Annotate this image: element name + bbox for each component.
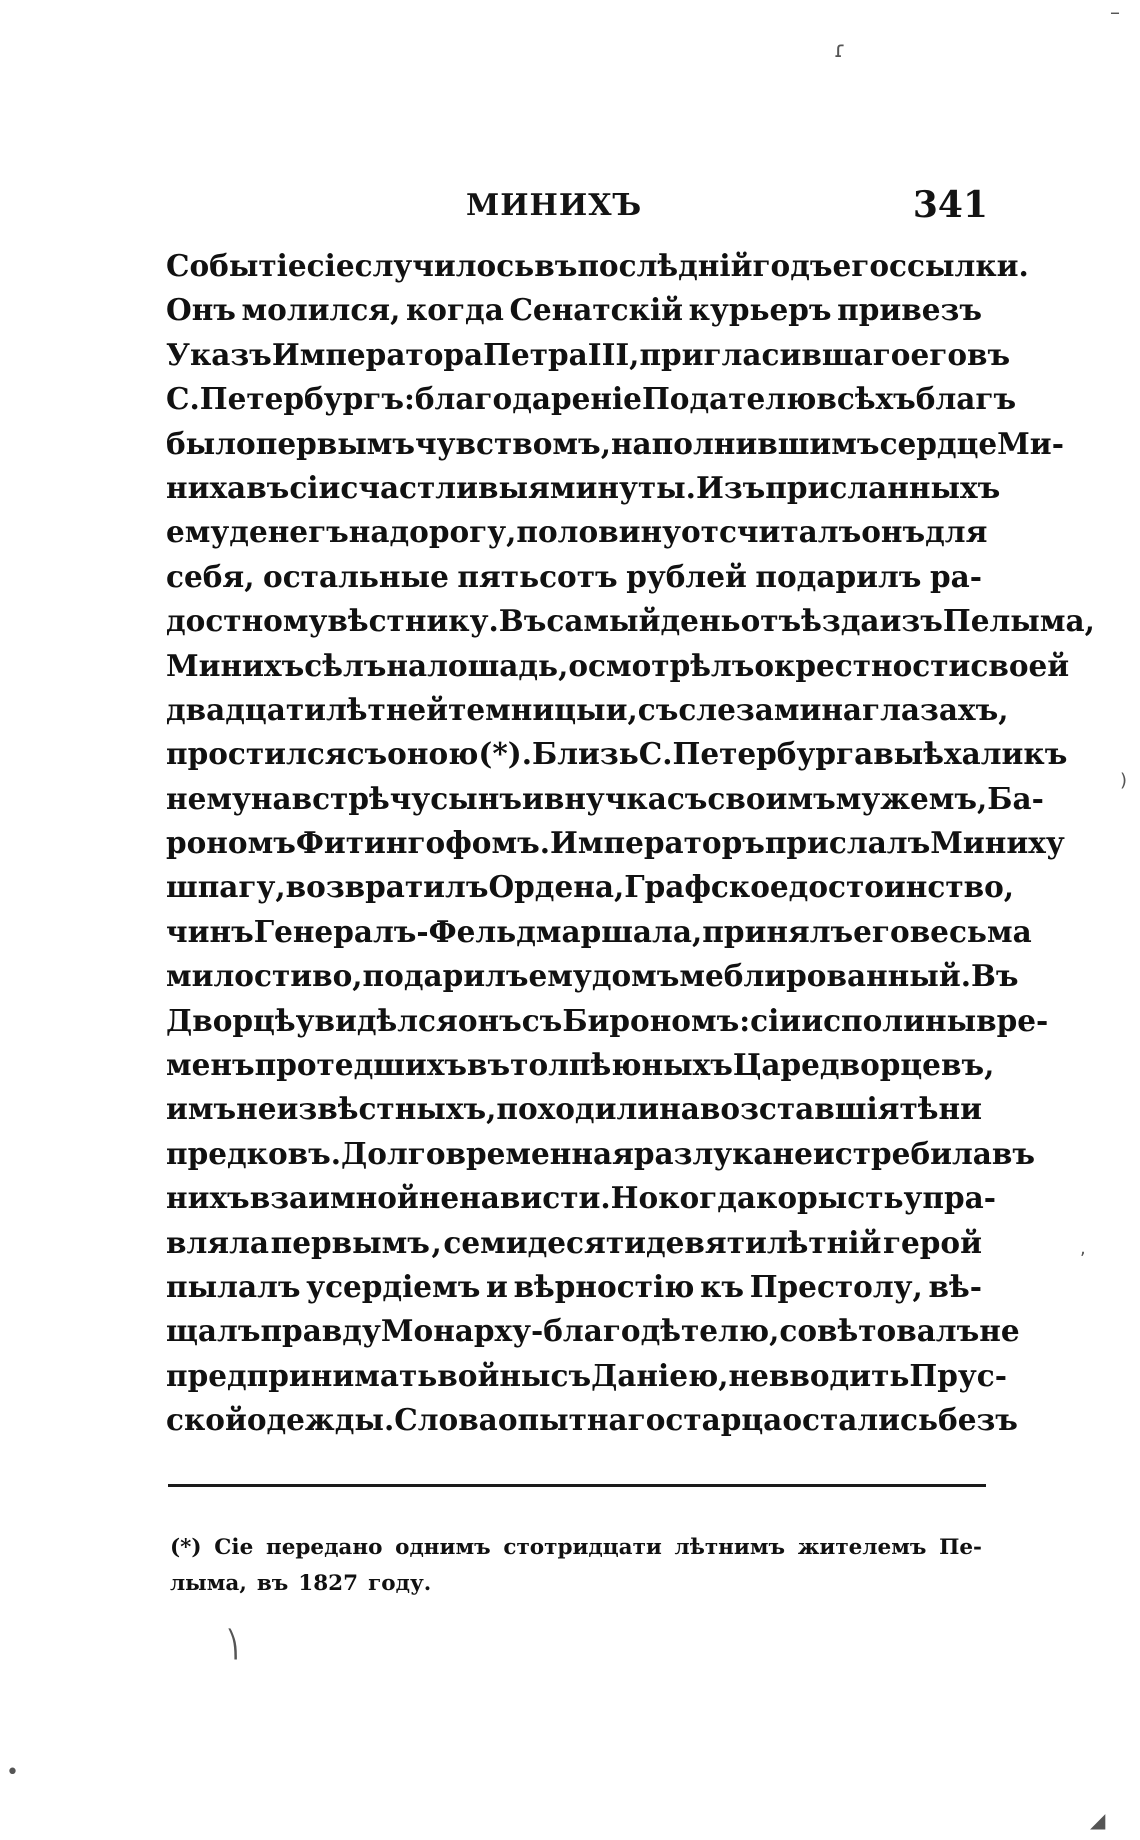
text-line (166, 377, 1017, 421)
word: Бирономъ: (562, 1002, 751, 1038)
word: Ми- (997, 425, 1064, 461)
word: С. (166, 381, 200, 417)
word: на (821, 691, 863, 727)
word: Изъ (695, 469, 766, 505)
word: ненависти. (418, 1180, 611, 1216)
text-line (166, 821, 1065, 865)
word: внучка (543, 780, 667, 816)
word: мужемъ, (835, 780, 988, 816)
word: Даніею, (591, 1357, 729, 1393)
footnote-word: Сіе (214, 1535, 254, 1560)
word: онъ (861, 514, 926, 550)
word: было (166, 425, 256, 461)
footnote-word: лыма, (170, 1571, 247, 1596)
word: къ (700, 1268, 745, 1304)
text-line (166, 422, 1064, 466)
word: ему (166, 514, 230, 550)
word: Петербурга (672, 736, 874, 772)
word: сіе (306, 248, 355, 283)
word: встрѣчу (291, 780, 431, 816)
word: половину (516, 514, 681, 550)
text-line (166, 1309, 1020, 1353)
word: первымъ (270, 1224, 430, 1260)
word: на (250, 780, 292, 816)
word: и (521, 780, 544, 816)
word: предковъ. (166, 1135, 342, 1171)
word: принялъ (702, 913, 854, 949)
word: весьма (909, 913, 1032, 949)
text-line (166, 644, 1070, 688)
word: отъѣзда (740, 603, 880, 639)
footnote (170, 1530, 982, 1602)
scan-mark: – (1110, 0, 1120, 24)
word: вводить (768, 1357, 910, 1393)
word: себя, (166, 558, 255, 594)
word: въ (246, 469, 290, 505)
word: и, (605, 691, 638, 727)
word: не (979, 1313, 1020, 1349)
word: , (431, 1224, 442, 1260)
footnote-word: лѣтнимъ (674, 1535, 785, 1560)
word: остались (782, 1402, 939, 1438)
word: Петербургъ: (199, 381, 415, 417)
word: ему (528, 958, 592, 994)
footnote-line (170, 1530, 982, 1566)
word: меблированный. (679, 958, 971, 994)
text-line (166, 1087, 982, 1131)
word: осмотрѣлъ (568, 647, 755, 683)
word: достному (166, 603, 328, 639)
footnote-word: жителемъ (797, 1535, 927, 1560)
word: сердце (879, 425, 998, 461)
word: Подателю (641, 381, 817, 417)
scan-mark: ◢ (1090, 1808, 1106, 1832)
text-line (166, 333, 1011, 377)
word: Петра (483, 336, 588, 372)
word: нихъ (166, 1180, 250, 1216)
word: III, (587, 336, 640, 372)
footnote-word: (*) (170, 1535, 202, 1560)
word: (*). (478, 736, 532, 772)
word: герой (882, 1224, 982, 1260)
word: менъ (166, 1047, 255, 1083)
footnote-word: стотридцати (503, 1535, 662, 1560)
word: нему (166, 780, 251, 816)
word: усердіемъ (306, 1268, 481, 1304)
word: Слова (394, 1402, 498, 1438)
word: вляла (166, 1224, 270, 1260)
word: милостиво, (166, 958, 363, 994)
word: Ба- (987, 780, 1044, 816)
word: его (832, 248, 890, 283)
word: истребила (812, 1135, 992, 1171)
footnote-word: однимъ (395, 1535, 491, 1560)
text-line (166, 244, 1029, 288)
word: окрестности (754, 647, 971, 683)
running-head: МИНИХЪ (466, 188, 643, 223)
word: ра- (929, 558, 982, 594)
word: вѣрностію (513, 1268, 695, 1304)
text-line (166, 910, 1032, 954)
footnote-word: передано (265, 1535, 383, 1560)
text-line (166, 1132, 1036, 1176)
text-line (166, 510, 988, 554)
word: Миниху (930, 825, 1065, 861)
word: благодареніе (414, 381, 642, 417)
word: его (910, 336, 967, 372)
footnote-word: году. (368, 1571, 432, 1596)
word: годъ (752, 248, 833, 283)
word: сынъ (430, 780, 522, 816)
word: упра- (903, 1180, 996, 1216)
word: шпагу, (166, 869, 286, 905)
word: пятьсотъ (457, 558, 618, 594)
word: чинъ (166, 913, 254, 949)
word: чувствомъ, (415, 425, 611, 461)
word: послѣдній (577, 248, 753, 283)
text-line (166, 865, 1015, 909)
word: привезъ (837, 292, 982, 328)
word: благъ (915, 381, 1017, 417)
word: на (348, 514, 390, 550)
page-header (168, 184, 998, 232)
text-line (166, 288, 982, 332)
word: темницы (448, 691, 606, 727)
footnote-divider (168, 1484, 986, 1487)
word: выѣхали (873, 736, 1024, 772)
word: толпѣ (510, 1047, 612, 1083)
word: взаимной (249, 1180, 419, 1216)
footnote-word: Пе- (939, 1535, 982, 1560)
body-text (166, 244, 1095, 1443)
word: простился (166, 736, 347, 772)
word: пылалъ (166, 1268, 301, 1304)
word: въ (467, 1047, 511, 1083)
word: съ (346, 736, 388, 772)
scan-mark: ) (1120, 770, 1128, 791)
word: съ (521, 1002, 563, 1038)
word: Минихъ (166, 647, 305, 683)
word: Графское (624, 869, 789, 905)
scan-mark: , (1080, 1238, 1086, 1259)
word: увидѣлся (295, 1002, 458, 1038)
word: Близь (532, 736, 639, 772)
word: лошадь, (427, 647, 569, 683)
word: Генералъ-Фельдмаршала, (253, 913, 703, 949)
word: предпринимать (166, 1357, 438, 1393)
word: не (772, 1135, 813, 1171)
text-line (166, 1354, 1007, 1398)
word: Императора (271, 336, 484, 372)
word: старца (665, 1402, 783, 1438)
word: безъ (938, 1402, 1018, 1438)
word: подарилъ (755, 558, 922, 594)
word: имъ (166, 1091, 237, 1127)
scan-mark: ⎞ (226, 1630, 239, 1660)
word: Событіе (166, 248, 307, 283)
word: случилось (354, 248, 535, 283)
word: Царедворцевъ, (732, 1047, 995, 1083)
word: опытнаго (497, 1402, 666, 1438)
word: наполнившимъ (610, 425, 880, 461)
word: когда (405, 292, 504, 328)
word: С. (638, 736, 673, 772)
word: глазахъ, (862, 691, 1009, 727)
word: день (660, 603, 741, 639)
text-line (166, 555, 982, 599)
word: въ (967, 336, 1011, 372)
word: сѣлъ (304, 647, 387, 683)
text-line (166, 1176, 996, 1220)
word: своимъ (707, 780, 836, 816)
word: самый (546, 603, 661, 639)
text-line (166, 999, 1049, 1043)
word: рублей (626, 558, 747, 594)
word: своей (970, 647, 1070, 683)
word: денегъ (229, 514, 349, 550)
word: курьеръ (688, 292, 832, 328)
word: Сенатскій (509, 292, 684, 328)
word: ссылки. (889, 248, 1029, 283)
word: возвратилъ (285, 869, 489, 905)
word: исполины (801, 1002, 977, 1038)
word: не (728, 1357, 769, 1393)
word: на (386, 647, 428, 683)
word: тѣни (899, 1091, 982, 1127)
word: вѣстнику. (327, 603, 499, 639)
word: первымъ (255, 425, 416, 461)
word: Въ (970, 958, 1019, 994)
word: корысть (756, 1180, 904, 1216)
word: Ордена, (488, 869, 625, 905)
word: Долговременная (341, 1135, 634, 1171)
word: ской (166, 1402, 247, 1438)
word: для (925, 514, 988, 550)
scan-mark: ɾ (834, 38, 846, 63)
word: Дворцѣ (166, 1002, 296, 1038)
word: изъ (879, 603, 943, 639)
text-line (166, 1043, 995, 1087)
word: въ (991, 1135, 1036, 1171)
word: подарилъ (362, 958, 529, 994)
word: Пелыма, (942, 603, 1095, 639)
word: онъ (457, 1002, 522, 1038)
word: совѣтовалъ (779, 1313, 980, 1349)
word: оною (387, 736, 479, 772)
text-line (166, 954, 1019, 998)
word: Фитингофомъ. (295, 825, 551, 861)
word: слезами (678, 691, 822, 727)
word: рономъ (166, 825, 296, 861)
text-line (166, 599, 1095, 643)
word: молился, (241, 292, 401, 328)
word: на (659, 1091, 700, 1127)
word: Прус- (909, 1357, 1007, 1393)
word: одежды. (246, 1402, 395, 1438)
word: дорогу, (389, 514, 517, 550)
word: неизвѣстныхъ, (236, 1091, 497, 1127)
word: и (486, 1268, 508, 1304)
word: походили (496, 1091, 660, 1127)
word: Престолу, (749, 1268, 923, 1304)
word: вре- (976, 1002, 1049, 1038)
word: разлука (633, 1135, 773, 1171)
word: отсчиталъ (680, 514, 862, 550)
word: протедшихъ (254, 1047, 468, 1083)
page-number: 341 (912, 184, 988, 226)
word: ниха (166, 469, 247, 505)
word: щалъ (166, 1313, 261, 1349)
word: къ (1023, 736, 1068, 772)
word: возставшія (699, 1091, 900, 1127)
word: войны (437, 1357, 551, 1393)
word: юныхъ (611, 1047, 733, 1083)
word: въ (534, 248, 578, 283)
word: когда (658, 1180, 757, 1216)
scan-mark: • (6, 1760, 19, 1785)
text-line (166, 1221, 982, 1265)
word: сіи (289, 469, 341, 505)
word: двадцатилѣтней (166, 691, 449, 727)
word: вѣ- (928, 1268, 982, 1304)
word: минуты. (549, 469, 696, 505)
word: домъ (591, 958, 680, 994)
word: сіи (750, 1002, 802, 1038)
word: съ (637, 691, 679, 727)
word: правду (260, 1313, 381, 1349)
word: съ (666, 780, 708, 816)
word: всѣхъ (816, 381, 916, 417)
word: Указъ (166, 336, 272, 372)
word: Императоръ (550, 825, 765, 861)
text-line (166, 1398, 1018, 1442)
word: счастливыя (340, 469, 550, 505)
text-line (166, 1265, 982, 1309)
word: остальные (263, 558, 449, 594)
word: его (853, 913, 910, 949)
word: съ (550, 1357, 592, 1393)
text-line (166, 732, 1068, 776)
footnote-word: въ (256, 1571, 289, 1596)
word: Монарху-благодѣтелю, (380, 1313, 780, 1349)
footnote-line (170, 1566, 982, 1602)
text-line (166, 466, 1001, 510)
word: присланныхъ (765, 469, 1001, 505)
word: достоинство, (788, 869, 1015, 905)
text-line (166, 688, 1009, 732)
word: пригласившаго (639, 336, 911, 372)
text-line (166, 777, 1044, 821)
word: Но (610, 1180, 659, 1216)
word: прислалъ (764, 825, 931, 861)
footnote-word: 1827 (298, 1571, 359, 1596)
word: семидесятидевятилѣтній (443, 1224, 882, 1260)
word: Въ (498, 603, 547, 639)
word: Онъ (166, 292, 236, 328)
